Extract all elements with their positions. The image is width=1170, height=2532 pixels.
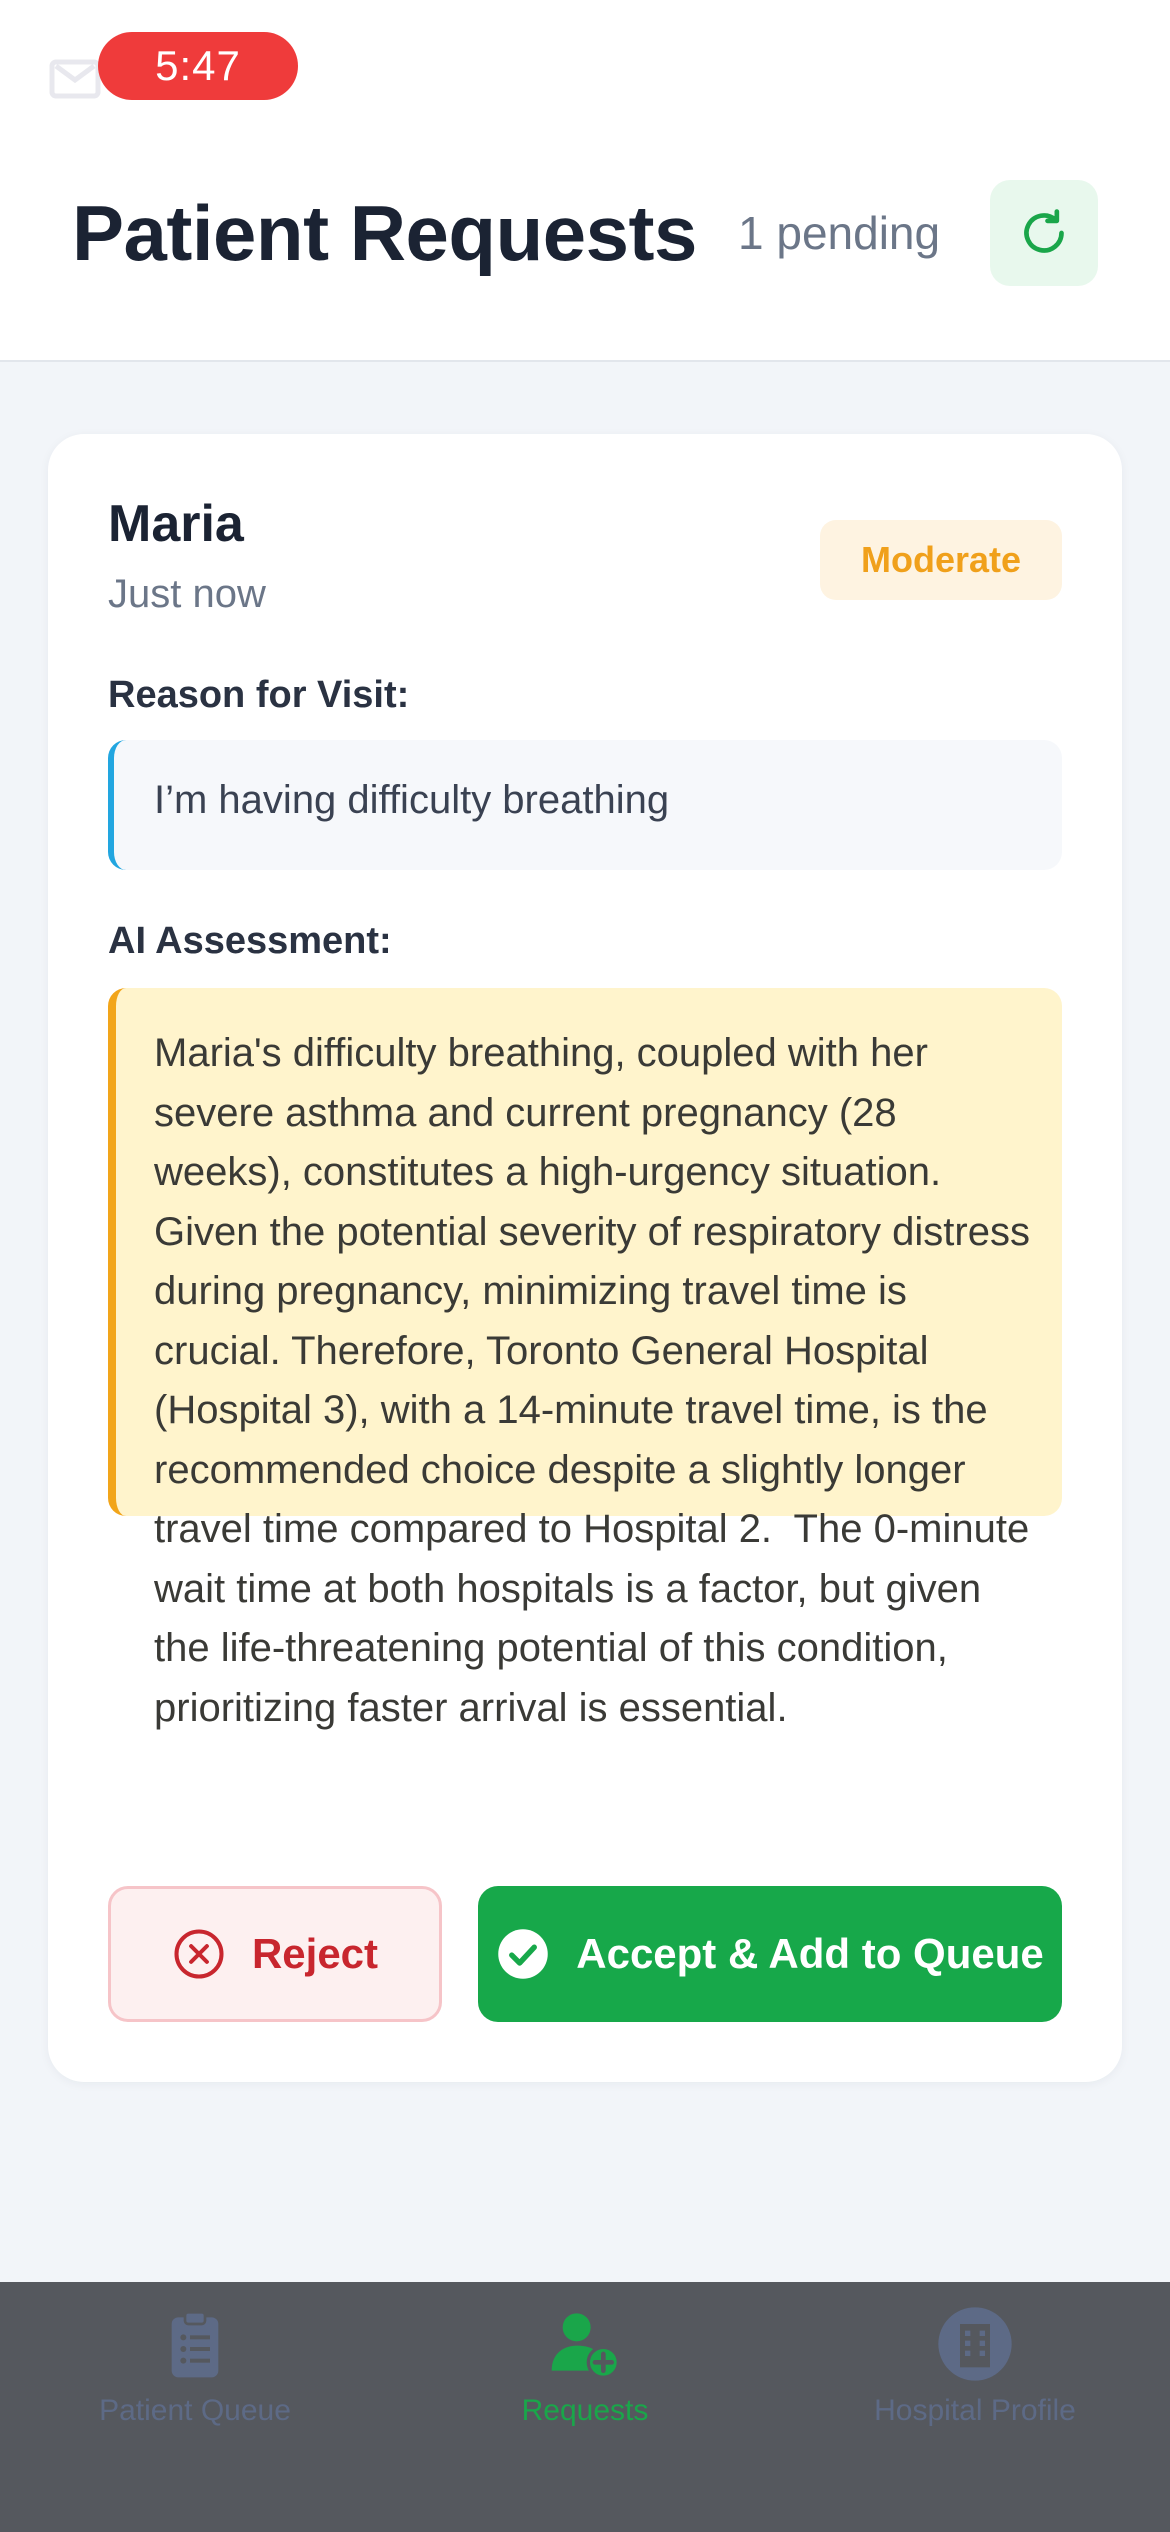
tab-requests[interactable] <box>450 2282 720 2432</box>
status-time: 5:47 <box>98 32 298 100</box>
tab-hospital-profile[interactable] <box>840 2282 1110 2432</box>
tab-label: Hospital Profile <box>874 2394 1076 2427</box>
check-circle-icon <box>496 1927 550 1981</box>
pending-count: 1 pending <box>738 207 941 259</box>
request-card <box>48 434 1122 2082</box>
reason-box <box>108 740 1062 870</box>
reason-text: I’m having difficulty breathing <box>154 778 670 822</box>
tab-patient-queue[interactable] <box>60 2282 330 2432</box>
ai-assessment-text: Maria's difficulty breathing, coupled with her severe asthma and current pregnancy (28 weeks), constitutes a high-urgency situation. Given the potential severity of respiratory distress during pregnancy, minimizing travel time is crucial. Therefore, Toronto General Hospital (Hospital 3), with a 14-minute travel time, is the recommended choice despite a slightly longer travel time compared to Hospital 2. The 0-minute wait time at both hospitals is a factor, but given the life-threatening potential of this condition, prioritizing faster arrival is essential. <box>154 1031 1042 1730</box>
request-time: Just now <box>108 572 266 616</box>
tab-bar <box>0 2282 1170 2532</box>
status-bar <box>0 0 1170 140</box>
building-icon <box>935 2304 1015 2384</box>
patient-name: Maria <box>108 495 244 553</box>
ai-assessment-box <box>108 988 1062 1730</box>
tab-label: Patient Queue <box>99 2394 291 2427</box>
accept-label: Accept & Add to Queue <box>576 1930 1044 1977</box>
reject-button[interactable] <box>108 1886 442 2022</box>
add-user-icon <box>545 2304 625 2384</box>
reject-label: Reject <box>251 1930 379 1977</box>
clipboard-icon <box>155 2304 235 2384</box>
page-header <box>0 140 1170 362</box>
severity-badge: Moderate <box>820 520 1062 600</box>
accept-button[interactable] <box>478 1886 1062 2022</box>
close-circle-icon <box>172 1927 226 1981</box>
tab-label: Requests <box>521 2394 649 2427</box>
ai-assessment-label: AI Assessment: <box>108 920 392 962</box>
reason-label: Reason for Visit: <box>108 674 410 716</box>
refresh-icon <box>1016 205 1072 261</box>
refresh-button[interactable] <box>990 180 1098 286</box>
page-title: Patient Requests <box>72 189 697 277</box>
